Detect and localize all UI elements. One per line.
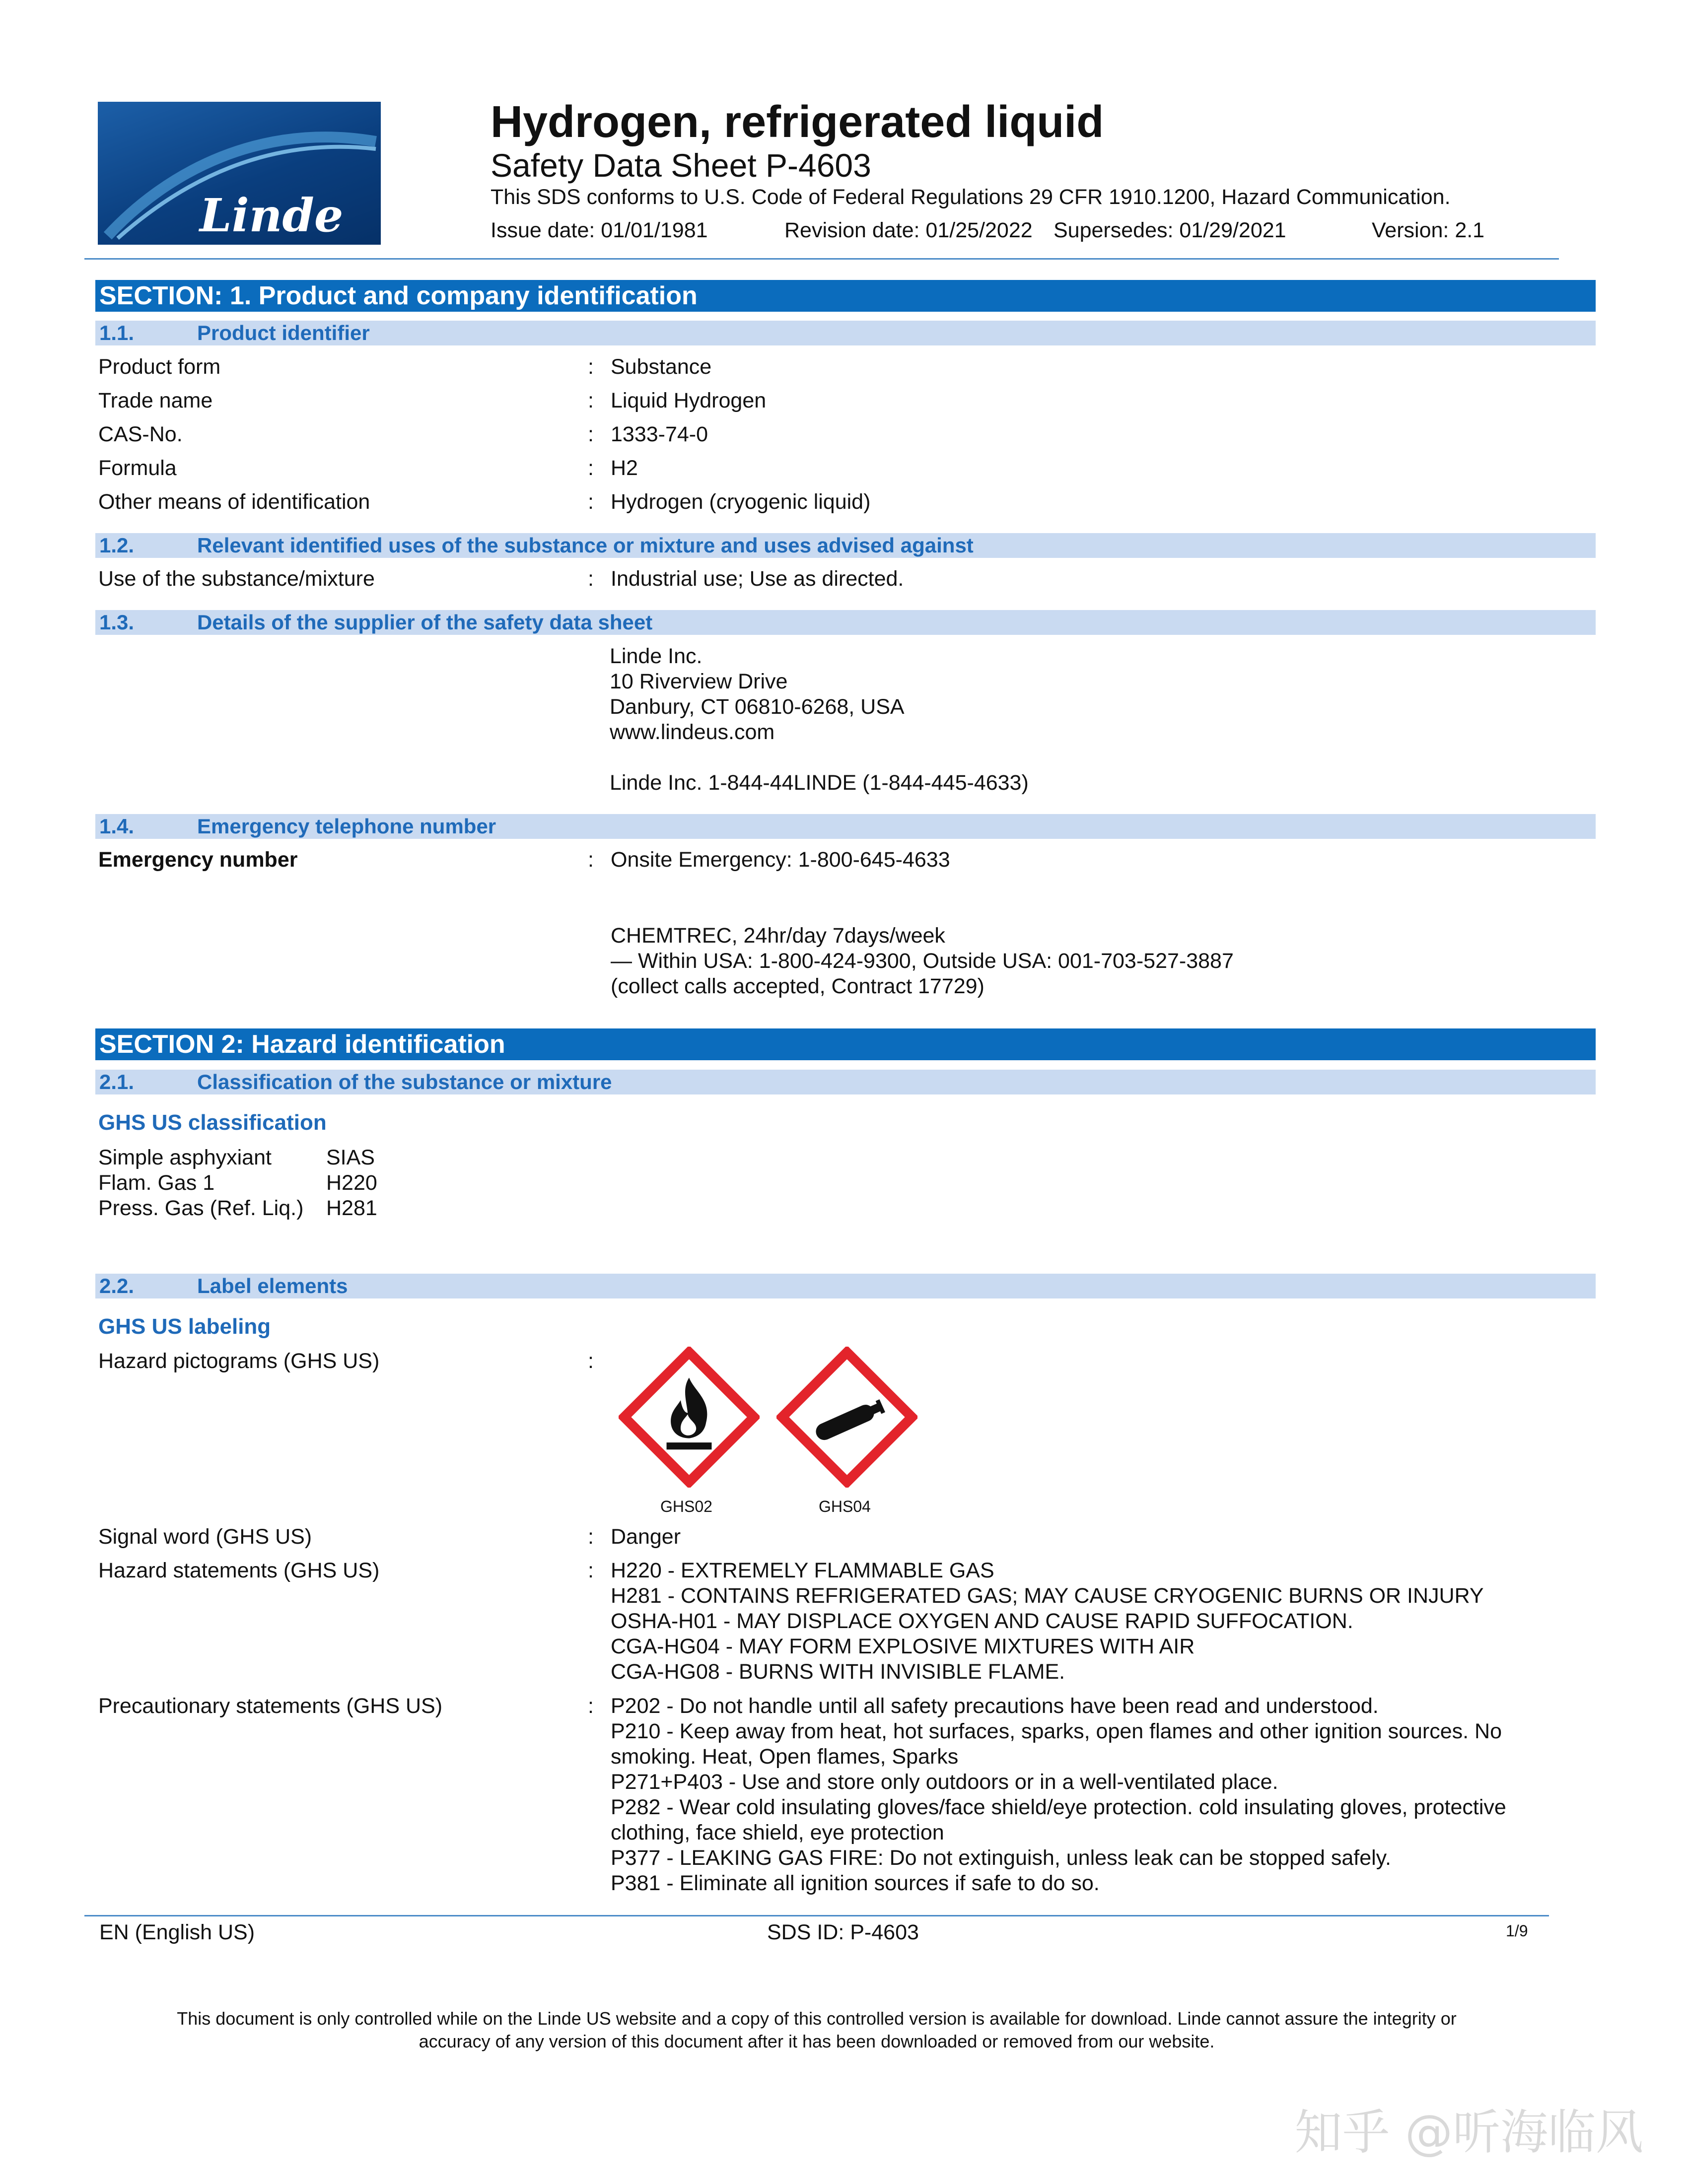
signal-word-label: Signal word (GHS US) [98,1525,312,1549]
colon: : [588,1525,594,1549]
emergency-number-value: Onsite Emergency: 1-800-645-4633 [611,848,950,872]
other-identification-value: Hydrogen (cryogenic liquid) [611,490,871,514]
chemtrec-line: CHEMTREC, 24hr/day 7days/week [611,924,945,948]
subsection-number: 1.2. [99,534,135,557]
precautionary-statement: P210 - Keep away from heat, hot surfaces, sparks, open flames and other ignition sources. No [611,1719,1502,1743]
colon: : [588,490,594,514]
class-code: SIAS [326,1146,375,1169]
colon: : [588,456,594,480]
subsection-1-3-header [95,610,1596,635]
hazard-statement: H281 - CONTAINS REFRIGERATED GAS; MAY CAUSE CRYOGENIC BURNS OR INJURY [611,1584,1484,1608]
logo-wordmark: Linde [200,189,344,242]
revision-date: Revision date: 01/25/2022 [784,218,1033,242]
subsection-title: Product identifier [197,321,370,344]
hazard-statement: CGA-HG08 - BURNS WITH INVISIBLE FLAME. [611,1660,1065,1684]
ghs-classification-heading: GHS US classification [98,1110,327,1135]
supplier-city: Danbury, CT 06810-6268, USA [610,695,905,719]
subsection-title: Label elements [197,1274,348,1297]
pictogram-code: GHS02 [660,1498,712,1515]
supersedes-date: Supersedes: 01/29/2021 [1054,218,1286,242]
colon: : [588,355,594,379]
section-2-header: SECTION 2: Hazard identification [95,1028,1596,1060]
product-form-label: Product form [98,355,221,379]
issue-date: Issue date: 01/01/1981 [491,218,708,242]
linde-logo [98,102,381,245]
precautionary-statement: P271+P403 - Use and store only outdoors or in a well-ventilated place. [611,1770,1278,1794]
colon: : [588,1349,594,1373]
version: Version: 2.1 [1372,218,1485,242]
class-name: Simple asphyxiant [98,1146,272,1169]
class-code: H220 [326,1171,377,1195]
subsection-title: Classification of the substance or mixture [197,1070,612,1093]
use-label: Use of the substance/mixture [98,567,375,591]
gas-cylinder-icon [776,1347,917,1488]
supplier-street: 10 Riverview Drive [610,670,788,693]
colon: : [588,1694,594,1718]
subsection-title: Details of the supplier of the safety data sheet [197,611,653,634]
disclaimer-line-2: accuracy of any version of this document after it has been downloaded or removed from our website. [419,2031,1215,2051]
header-divider [84,258,1559,260]
subsection-title: Emergency telephone number [197,815,496,838]
formula-label: Formula [98,456,177,480]
class-name: Press. Gas (Ref. Liq.) [98,1196,304,1220]
other-identification-label: Other means of identification [98,490,370,514]
footer-page-number: 1/9 [1506,1922,1528,1940]
supplier-website[interactable]: www.lindeus.com [610,720,775,744]
precautionary-statement: clothing, face shield, eye protection [611,1821,944,1844]
subsection-2-1-header [95,1070,1596,1094]
class-code: H281 [326,1196,377,1220]
subsection-number: 1.4. [99,815,135,838]
watermark: 知乎 @听海临风 [1294,2105,1643,2160]
document-title: Hydrogen, refrigerated liquid [491,97,1104,147]
formula-value: H2 [611,456,638,480]
footer-divider [84,1915,1549,1916]
footer-language: EN (English US) [99,1920,255,1944]
ghs-labeling-heading: GHS US labeling [98,1314,271,1339]
subsection-title: Relevant identified uses of the substance or mixture and uses advised against [197,534,974,557]
precautionary-statement: P282 - Wear cold insulating gloves/face shield/eye protection. cold insulating gloves, protective [611,1795,1506,1819]
pictograms-label: Hazard pictograms (GHS US) [98,1349,380,1373]
colon: : [588,1559,594,1582]
pictogram-code: GHS04 [819,1498,871,1515]
subsection-1-2-header [95,533,1596,558]
subsection-1-1-header [95,321,1596,345]
use-value: Industrial use; Use as directed. [611,567,904,591]
trade-name-label: Trade name [98,389,213,412]
signal-word-value: Danger [611,1525,681,1549]
subsection-2-2-header [95,1274,1596,1298]
colon: : [588,848,594,872]
class-name: Flam. Gas 1 [98,1171,215,1195]
subsection-number: 2.1. [99,1070,135,1093]
regulation-note: This SDS conforms to U.S. Code of Federal Regulations 29 CFR 1910.1200, Hazard Communication. [491,185,1451,209]
precautionary-statement: smoking. Heat, Open flames, Sparks [611,1745,959,1769]
disclaimer-line-1: This document is only controlled while on the Linde US website and a copy of this controlled version is available for download. Linde cannot assure the integrity or [177,2008,1457,2029]
colon: : [588,422,594,446]
precautionary-statement: P202 - Do not handle until all safety precautions have been read and understood. [611,1694,1379,1718]
product-form-value: Substance [611,355,712,379]
hazard-statement: CGA-HG04 - MAY FORM EXPLOSIVE MIXTURES WITH AIR [611,1635,1195,1658]
emergency-number-label: Emergency number [98,848,298,872]
cas-number-label: CAS-No. [98,422,183,446]
chemtrec-numbers: — Within USA: 1-800-424-9300, Outside USA: 001-703-527-3887 [611,949,1234,973]
chemtrec-contract: (collect calls accepted, Contract 17729) [611,974,985,998]
supplier-phone: Linde Inc. 1-844-44LINDE (1-844-445-4633) [610,771,1029,795]
hazard-statement: OSHA-H01 - MAY DISPLACE OXYGEN AND CAUSE RAPID SUFFOCATION. [611,1609,1353,1633]
subsection-number: 1.3. [99,611,135,634]
colon: : [588,389,594,412]
trade-name-value: Liquid Hydrogen [611,389,767,412]
document-subtitle: Safety Data Sheet P-4603 [491,147,871,184]
section-1-header: SECTION: 1. Product and company identification [95,280,1596,312]
cas-number-value: 1333-74-0 [611,422,708,446]
footer-sds-id: SDS ID: P-4603 [767,1920,919,1944]
subsection-number: 2.2. [99,1274,135,1297]
hazard-statement: H220 - EXTREMELY FLAMMABLE GAS [611,1559,994,1582]
precautionary-statement: P381 - Eliminate all ignition sources if safe to do so. [611,1871,1100,1895]
flame-icon [619,1347,760,1488]
subsection-1-4-header [95,814,1596,839]
hazard-statements-label: Hazard statements (GHS US) [98,1559,380,1582]
supplier-name: Linde Inc. [610,644,703,668]
precautionary-statements-label: Precautionary statements (GHS US) [98,1694,443,1718]
precautionary-statement: P377 - LEAKING GAS FIRE: Do not extinguish, unless leak can be stopped safely. [611,1846,1391,1870]
colon: : [588,567,594,591]
subsection-number: 1.1. [99,321,135,344]
